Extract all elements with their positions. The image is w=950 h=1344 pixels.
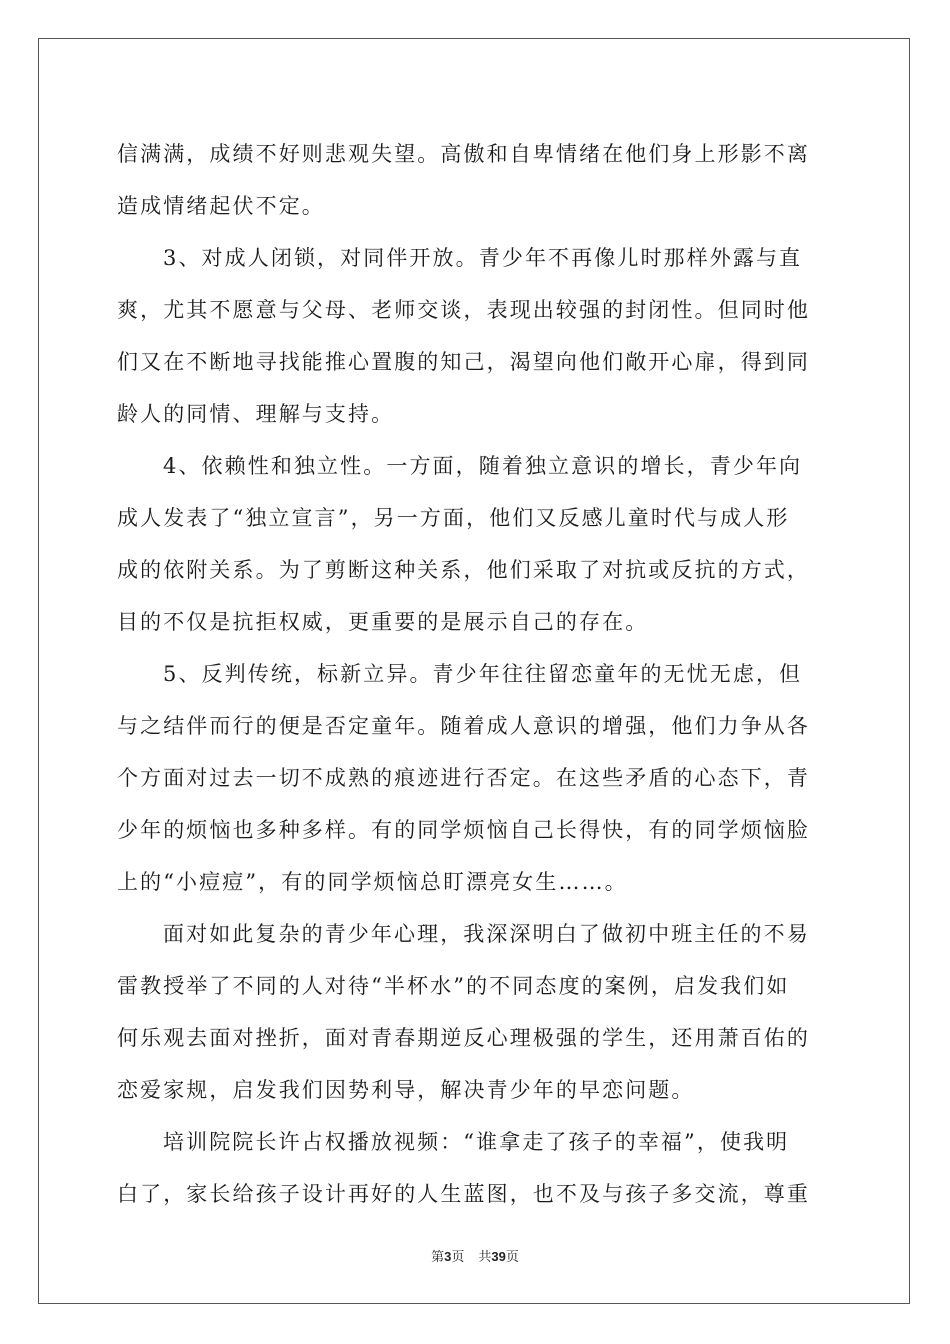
text-line: 目的不仅是抗拒权威，更重要的是展示自己的存在。: [117, 610, 649, 634]
page-footer: [0, 1246, 950, 1265]
text-line: 们又在不断地寻找能推心置腹的知己，渴望向他们敞开心扉，得到同: [117, 350, 810, 374]
text-line: 龄人的同情、理解与支持。: [117, 402, 395, 426]
text-line: 面对如此复杂的青少年心理，我深深明白了做初中班主任的不易: [163, 922, 810, 946]
text-line: 成的依附关系。为了剪断这种关系，他们采取了对抗或反抗的方式，: [117, 558, 810, 582]
text-line: 白了，家长给孩子设计再好的人生蓝图，也不及与孩子多交流，尊重: [117, 1182, 810, 1206]
text-line: 5、反判传统，标新立异。青少年往往留恋童年的无忧无虑，但: [163, 662, 803, 686]
total-prefix: 共: [478, 1249, 492, 1264]
page-prefix: 第: [431, 1249, 445, 1264]
text-line: 雷教授举了不同的人对待“半杯水”的不同态度的案例，启发我们如: [117, 974, 790, 998]
text-line: 信满满，成绩不好则悲观失望。高傲和自卑情绪在他们身上形影不离: [117, 142, 810, 166]
text-line: 造成情绪起伏不定。: [117, 194, 325, 218]
text-line: 个方面对过去一切不成熟的痕迹进行否定。在这些矛盾的心态下，青: [117, 766, 810, 790]
text-line: 爽，尤其不愿意与父母、老师交谈，表现出较强的封闭性。但同时他: [117, 298, 810, 322]
text-line: 培训院院长许占权播放视频：“谁拿走了孩子的幸福”，使我明: [163, 1130, 790, 1154]
text-line: 何乐观去面对挫折，面对青春期逆反心理极强的学生，还用萧百佑的: [117, 1026, 810, 1050]
text-line: 3、对成人闭锁，对同伴开放。青少年不再像儿时那样外露与直: [163, 246, 803, 270]
text-line: 成人发表了“独立宣言”，另一方面，他们又反感儿童时代与成人形: [117, 506, 790, 530]
document-body: [117, 128, 837, 1220]
text-line: 与之结伴而行的便是否定童年。随着成人意识的增强，他们力争从各: [117, 714, 810, 738]
text-line: 恋爱家规，启发我们因势利导，解决青少年的早恋问题。: [117, 1078, 695, 1102]
total-pages: 39: [491, 1249, 506, 1264]
page-suffix: 页: [451, 1249, 465, 1264]
text-line: 4、依赖性和独立性。一方面，随着独立意识的增长，青少年向: [163, 454, 803, 478]
page-number: 3: [444, 1249, 452, 1264]
text-line: 少年的烦恼也多种多样。有的同学烦恼自己长得快，有的同学烦恼脸: [117, 818, 810, 842]
total-suffix: 页: [505, 1249, 519, 1264]
text-line: 上的“小痘痘”，有的同学烦恼总盯漂亮女生……。: [117, 870, 628, 894]
